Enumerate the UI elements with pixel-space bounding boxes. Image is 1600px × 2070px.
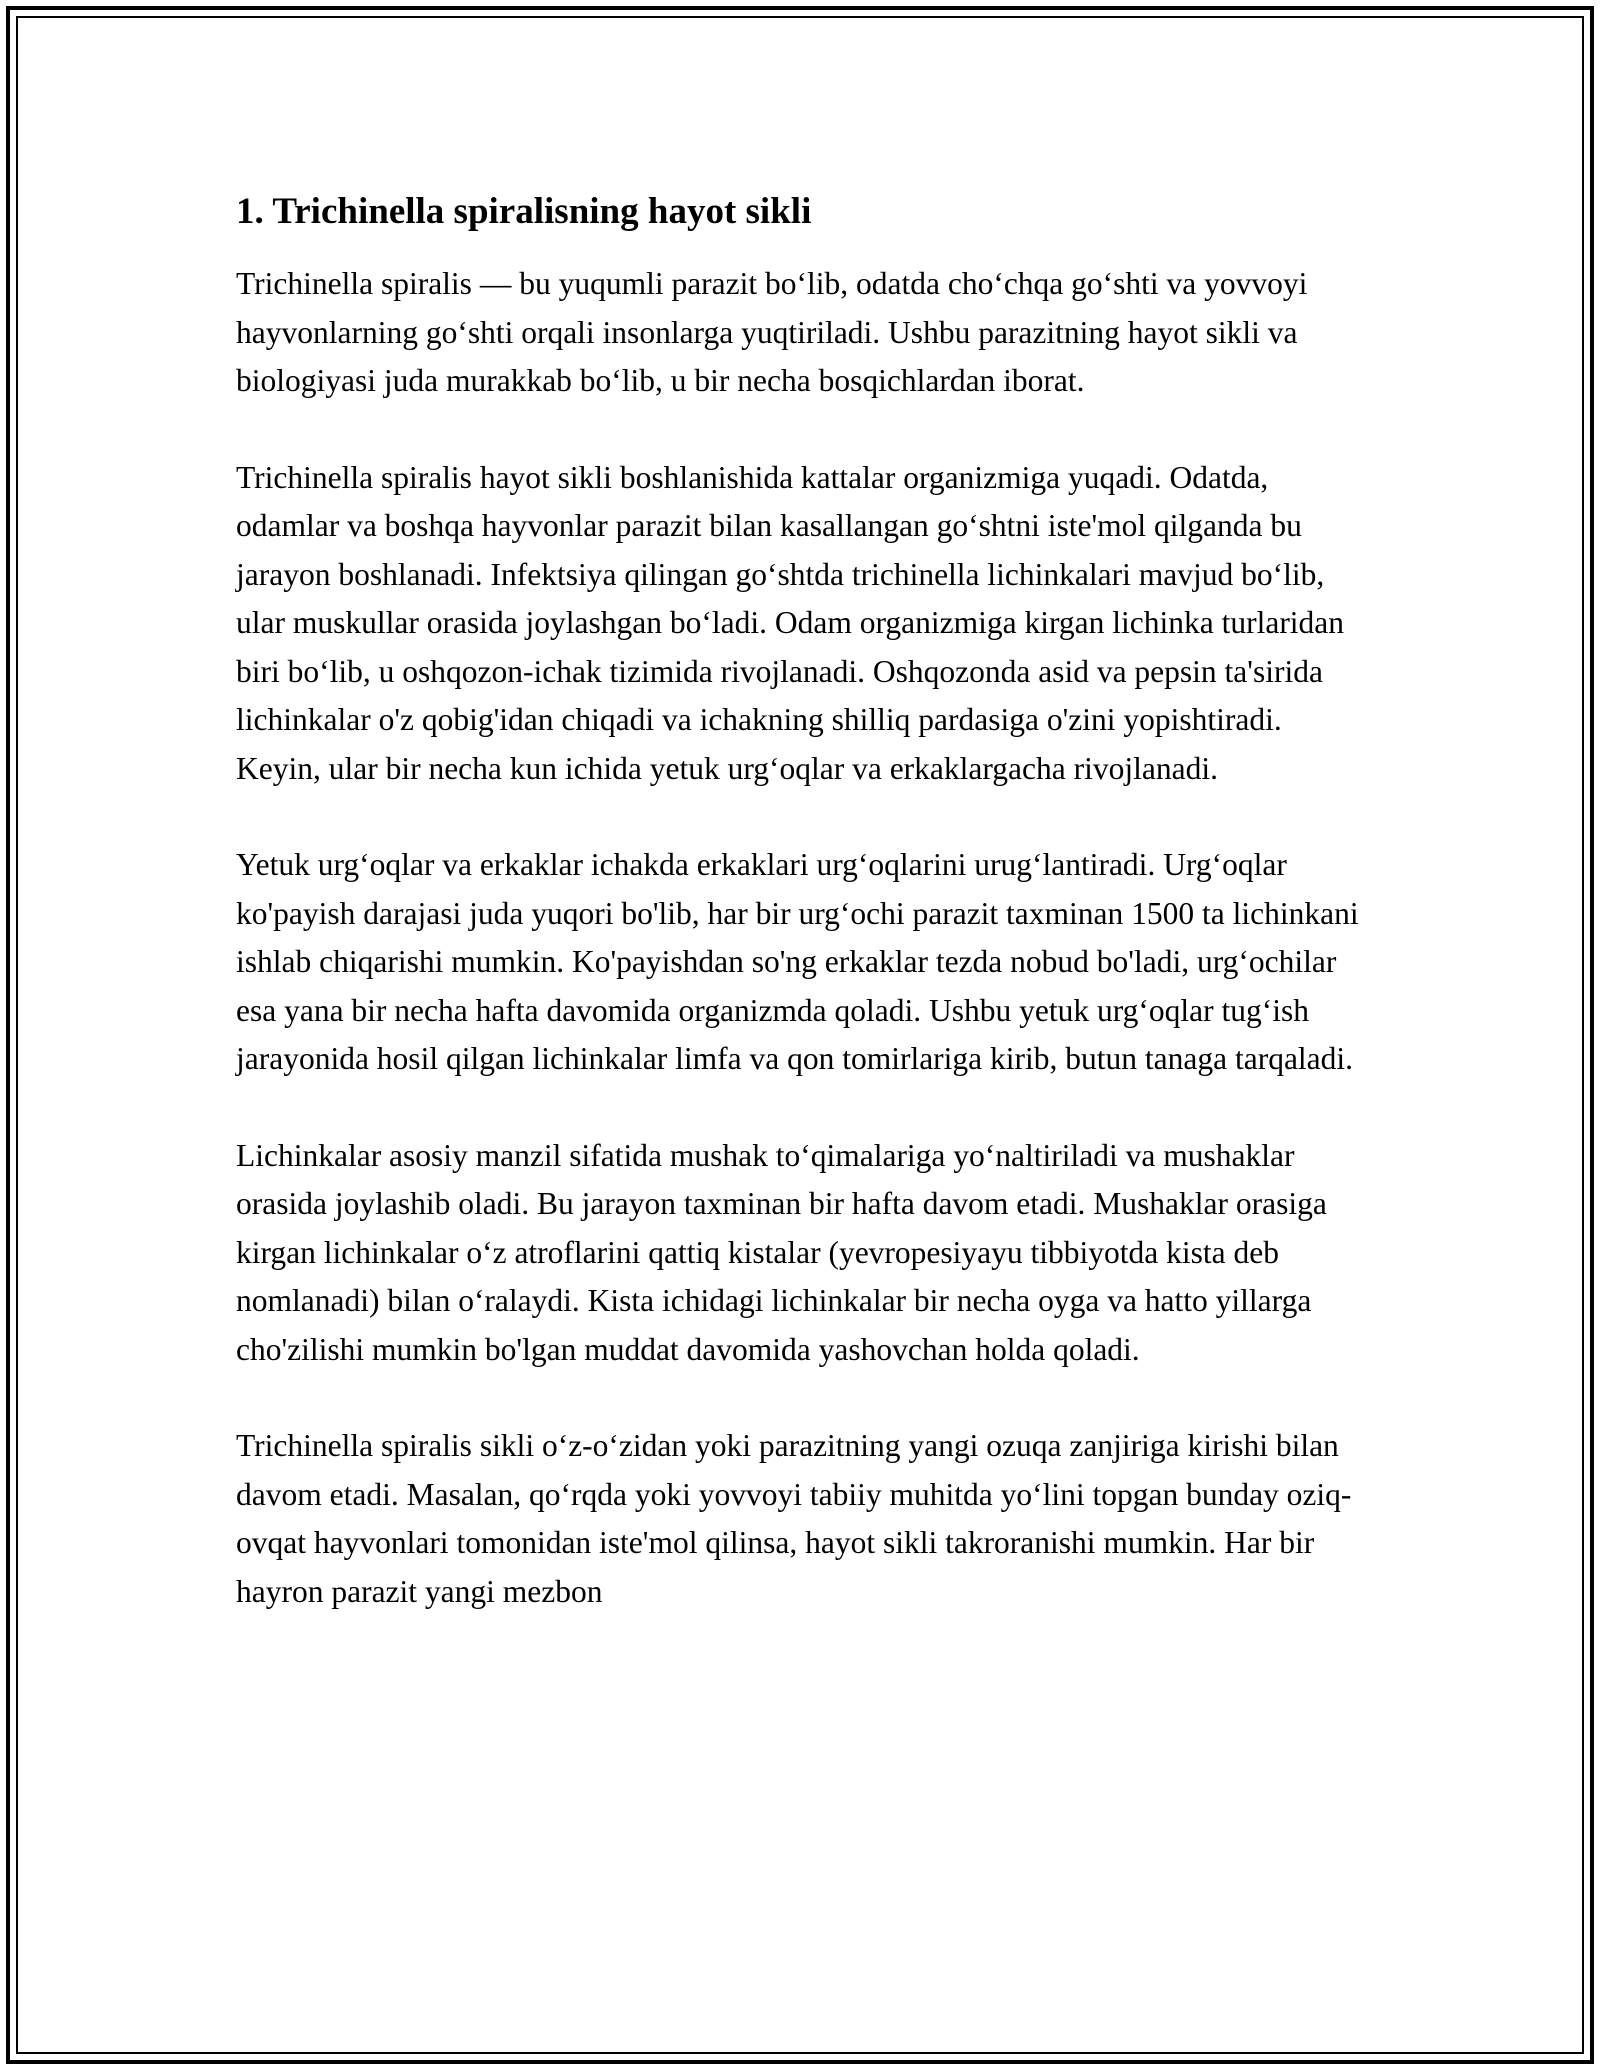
paragraph-2: Trichinella spiralis hayot sikli boshlanishida kattalar organizmiga yuqadi. Odatda, odamlar va boshqa hayvonlar parazit bilan kasallangan go‘shtni iste'mol qilganda bu jarayon boshlanadi. Infektsiya qilingan go‘shtda trichinella lichinkalari mavjud bo‘lib, ular muskullar orasida joylashgan bo‘ladi. Odam organizmiga kirgan lichinka turlaridan biri bo‘lib, u oshqozon-ichak tizimida rivojlanadi. Oshqozonda asid va pepsin ta'sirida lichinkalar o'z qobig'idan chiqadi va ichakning shilliq pardasiga o'zini yopishtiradi. Keyin, ular bir necha kun ichida yetuk urg‘oqlar va erkaklargacha rivojlanadi. <box>236 459 1345 786</box>
paragraph-4: Lichinkalar asosiy manzil sifatida mushak to‘qimalariga yo‘naltiriladi va mushaklar orasida joylashib oladi. Bu jarayon taxminan bir hafta davom etadi. Mushaklar orasiga kirgan lichinkalar o‘z atroflarini qattiq kistalar (yevropesiyayu tibbiyotda kista deb nomlanadi) bilan o‘ralaydi. Kista ichidagi lichinkalar bir necha oyga va hatto yillarga cho'zilishi mumkin bo'lgan muddat davomida yashovchan holda qoladi. <box>236 1137 1327 1367</box>
document-body <box>236 186 1366 1664</box>
paragraph-5: Trichinella spiralis sikli o‘z-o‘zidan yoki parazitning yangi ozuqa zanjiriga kirishi bilan davom etadi. Masalan, qo‘rqda yoki yovvoyi tabiiy muhitda yo‘lini topgan bunday oziq-ovqat hayvonlari tomonidan iste'mol qilinsa, hayot sikli takroranishi mumkin. Har bir hayron parazit yangi mezbon <box>236 1428 1352 1609</box>
paragraph-3: Yetuk urg‘oqlar va erkaklar ichakda erkaklari urg‘oqlarini urug‘lantiradi. Urg‘oqlar ko'payish darajasi juda yuqori bo'lib, har bir urg‘ochi parazit taxminan 1500 ta lichinkani ishlab chiqarishi mumkin. Ko'payishdan so'ng erkaklar tezda nobud bo'ladi, urg‘ochilar esa yana bir necha hafta davomida organizmda qoladi. Ushbu yetuk urg‘oqlar tug‘ish jarayonida hosil qilgan lichinkalar limfa va qon tomirlariga kirib, butun tanaga tarqaladi. <box>236 847 1359 1076</box>
document-title: 1. Trichinella spiralisning hayot sikli <box>236 191 812 232</box>
paragraph-1: Trichinella spiralis — bu yuqumli parazit bo‘lib, odatda cho‘chqa go‘shti va yovvoyi hayvonlarning go‘shti orqali insonlarga yuqtiriladi. Ushbu parazitning hayot sikli va biologiyasi juda murakkab bo‘lib, u bir necha bosqichlardan iborat. <box>236 266 1308 398</box>
